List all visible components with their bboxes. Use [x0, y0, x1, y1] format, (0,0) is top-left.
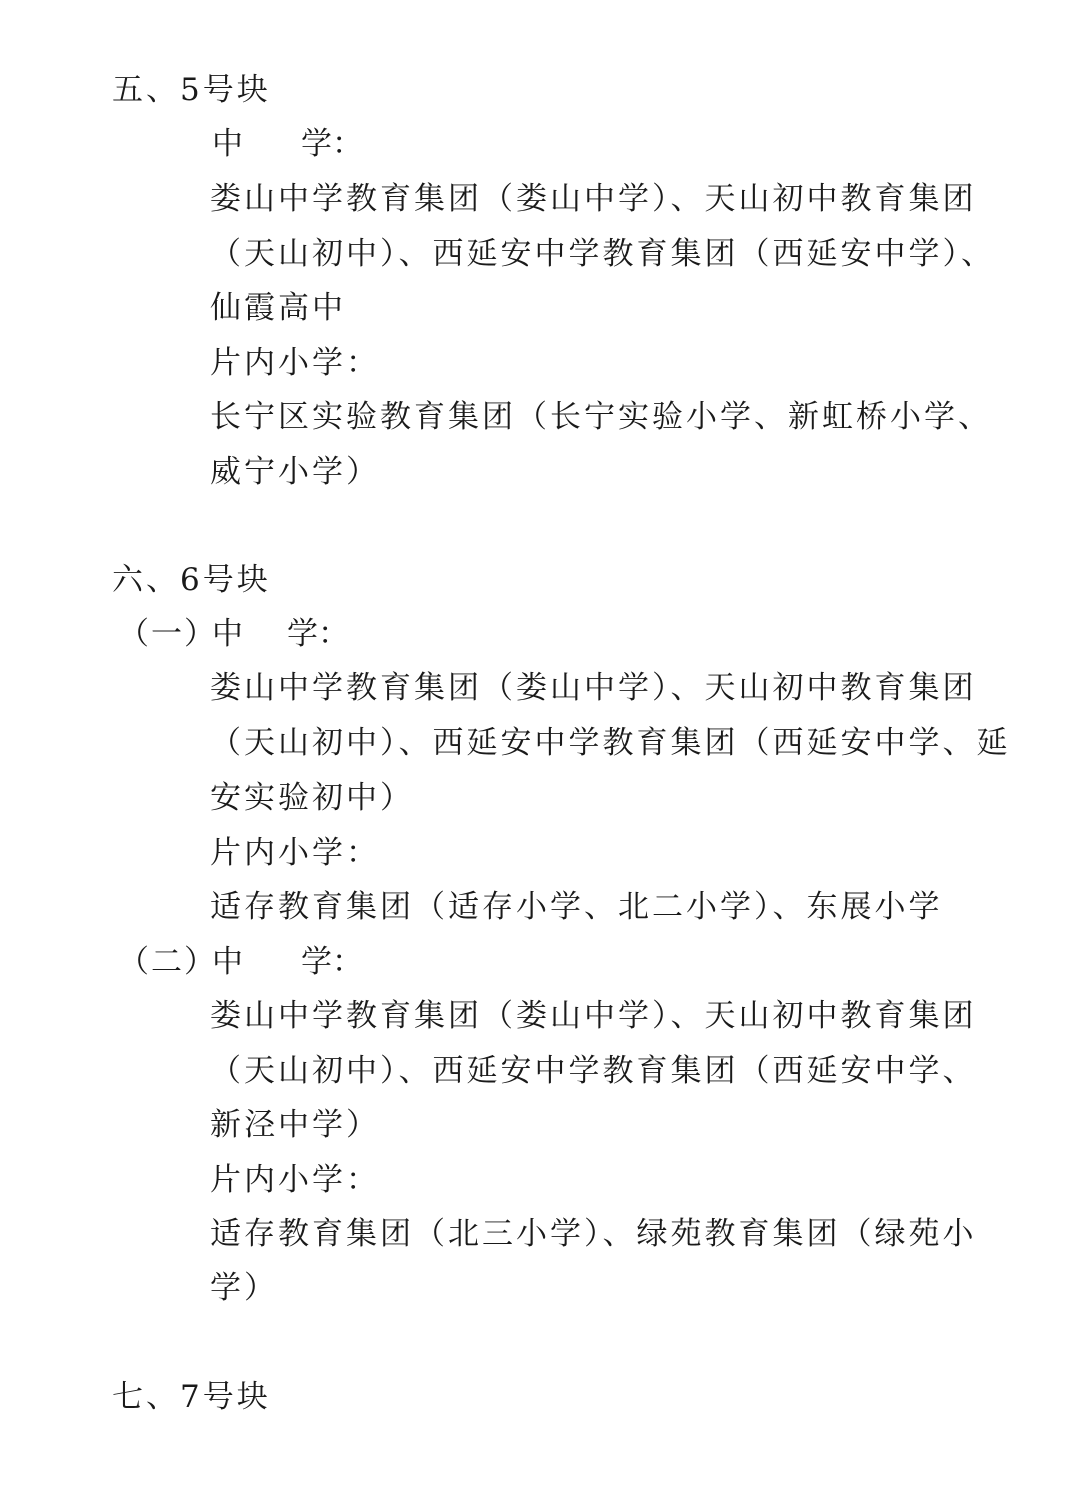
label-left-char: 中	[212, 616, 243, 652]
primary-school-label: 片内小学：	[210, 835, 380, 871]
primary-school-line: 适存教育集团（适存小学、北二小学）、东展小学	[210, 889, 943, 925]
middle-school-line: （天山初中）、西延安中学教育集团（西延安中学、	[210, 1053, 977, 1089]
primary-school-label: 片内小学：	[210, 345, 380, 381]
section-heading-5: 五、5号块	[112, 72, 271, 108]
section-heading-7: 七、7号块	[112, 1379, 271, 1415]
middle-school-line: 安实验初中）	[210, 780, 414, 816]
middle-school-line: 娄山中学教育集团（娄山中学）、天山初中教育集团	[210, 181, 977, 217]
label-right-chars: 学：	[287, 616, 349, 652]
primary-school-label: 片内小学：	[210, 1162, 380, 1198]
middle-school-line: 娄山中学教育集团（娄山中学）、天山初中教育集团	[210, 998, 977, 1034]
middle-school-line: （天山初中）、西延安中学教育集团（西延安中学）、	[210, 236, 995, 272]
primary-school-line: 长宁区实验教育集团（长宁实验小学、新虹桥小学、	[210, 399, 992, 435]
middle-school-line: 新泾中学）	[210, 1107, 380, 1143]
middle-school-line: 娄山中学教育集团（娄山中学）、天山初中教育集团	[210, 670, 977, 706]
primary-school-line: 威宁小学）	[210, 454, 380, 490]
label-right-chars: 学：	[301, 944, 363, 980]
primary-school-line: 适存教育集团（北三小学）、绿苑教育集团（绿苑小	[210, 1216, 977, 1252]
label-left-char: 中	[212, 126, 243, 162]
subsection-marker: （一）	[118, 616, 217, 652]
middle-school-line: 仙霞高中	[210, 290, 346, 326]
middle-school-label	[212, 942, 363, 982]
middle-school-label	[212, 614, 349, 654]
middle-school-line: （天山初中）、西延安中学教育集团（西延安中学、延	[210, 725, 1011, 761]
label-left-char: 中	[212, 944, 243, 980]
subsection-marker: （二）	[118, 944, 217, 980]
primary-school-line: 学）	[210, 1270, 278, 1306]
section-heading-6: 六、6号块	[112, 562, 271, 598]
label-right-chars: 学：	[301, 126, 363, 162]
middle-school-label	[212, 124, 363, 164]
